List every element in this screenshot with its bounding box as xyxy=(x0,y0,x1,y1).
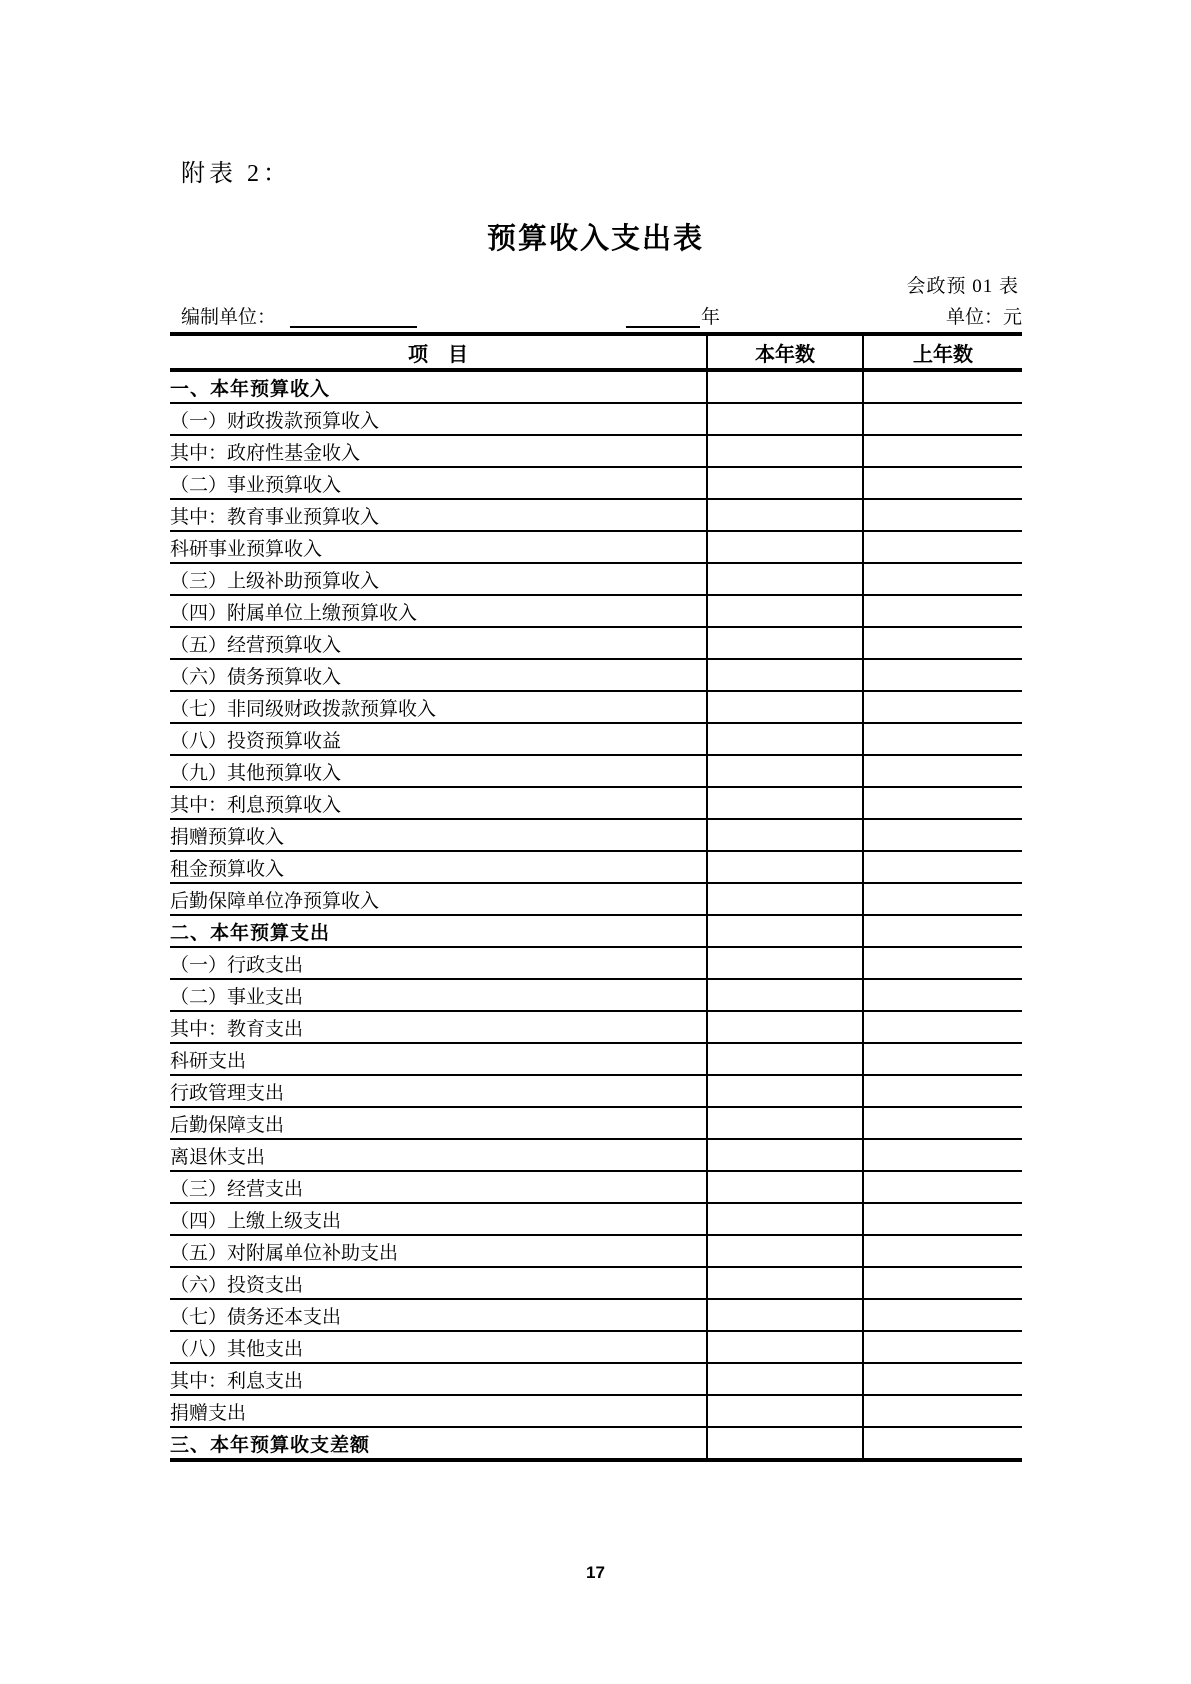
col-header-current-year: 本年数 xyxy=(707,334,863,370)
current-year-cell xyxy=(707,691,863,723)
table-row xyxy=(170,403,1022,435)
col-header-prior-year: 上年数 xyxy=(863,334,1022,370)
table-row xyxy=(170,499,1022,531)
year-blank-line xyxy=(626,304,700,328)
table-row xyxy=(170,595,1022,627)
table-row xyxy=(170,1235,1022,1267)
table-row xyxy=(170,787,1022,819)
table-body xyxy=(170,370,1022,1460)
item-cell: （四）上缴上级支出 xyxy=(170,1203,707,1235)
table-row xyxy=(170,1011,1022,1043)
current-year-cell xyxy=(707,1171,863,1203)
item-cell: 其中：利息支出 xyxy=(170,1363,707,1395)
prior-year-cell xyxy=(863,1011,1022,1043)
prior-year-cell xyxy=(863,595,1022,627)
current-year-cell xyxy=(707,1011,863,1043)
prior-year-cell xyxy=(863,370,1022,403)
prior-year-cell xyxy=(863,915,1022,947)
item-cell: （二）事业支出 xyxy=(170,979,707,1011)
item-cell: 其中：教育事业预算收入 xyxy=(170,499,707,531)
prior-year-cell xyxy=(863,1331,1022,1363)
prior-year-cell xyxy=(863,467,1022,499)
current-year-cell xyxy=(707,1427,863,1460)
current-year-cell xyxy=(707,1043,863,1075)
page-title: 预算收入支出表 xyxy=(486,223,704,255)
table-header xyxy=(170,334,1022,370)
current-year-cell xyxy=(707,883,863,915)
item-cell: 三、本年预算收支差额 xyxy=(170,1427,707,1460)
prior-year-cell xyxy=(863,1139,1022,1171)
prior-year-cell xyxy=(863,435,1022,467)
prior-year-cell xyxy=(863,851,1022,883)
table-row xyxy=(170,755,1022,787)
prior-year-cell xyxy=(863,787,1022,819)
prior-year-cell xyxy=(863,1203,1022,1235)
item-cell: （七）非同级财政拨款预算收入 xyxy=(170,691,707,723)
prior-year-cell xyxy=(863,563,1022,595)
prior-year-cell xyxy=(863,403,1022,435)
item-cell: 租金预算收入 xyxy=(170,851,707,883)
current-year-cell xyxy=(707,755,863,787)
item-cell: （一）财政拨款预算收入 xyxy=(170,403,707,435)
prior-year-cell xyxy=(863,819,1022,851)
current-year-cell xyxy=(707,1107,863,1139)
table-row xyxy=(170,467,1022,499)
item-cell: （九）其他预算收入 xyxy=(170,755,707,787)
table-row xyxy=(170,883,1022,915)
prior-year-cell xyxy=(863,979,1022,1011)
prior-year-cell xyxy=(863,659,1022,691)
item-cell: （五）经营预算收入 xyxy=(170,627,707,659)
table-row xyxy=(170,691,1022,723)
current-year-cell xyxy=(707,531,863,563)
current-year-cell xyxy=(707,1267,863,1299)
current-year-cell xyxy=(707,1139,863,1171)
item-cell: （二）事业预算收入 xyxy=(170,467,707,499)
prior-year-cell xyxy=(863,1107,1022,1139)
header-row xyxy=(170,334,1022,370)
item-cell: 行政管理支出 xyxy=(170,1075,707,1107)
prior-year-cell xyxy=(863,947,1022,979)
current-year-cell xyxy=(707,403,863,435)
table-row xyxy=(170,1395,1022,1427)
prior-year-cell xyxy=(863,691,1022,723)
current-year-cell xyxy=(707,1235,863,1267)
table-row xyxy=(170,1203,1022,1235)
item-cell: （四）附属单位上缴预算收入 xyxy=(170,595,707,627)
prior-year-cell xyxy=(863,1267,1022,1299)
item-cell: 二、本年预算支出 xyxy=(170,915,707,947)
table-row xyxy=(170,1043,1022,1075)
current-year-cell xyxy=(707,915,863,947)
item-cell: 其中：利息预算收入 xyxy=(170,787,707,819)
table-row xyxy=(170,531,1022,563)
prior-year-cell xyxy=(863,1427,1022,1460)
table-row xyxy=(170,370,1022,403)
table-row xyxy=(170,1139,1022,1171)
current-year-cell xyxy=(707,947,863,979)
table-row xyxy=(170,1107,1022,1139)
current-year-cell xyxy=(707,435,863,467)
prior-year-cell xyxy=(863,883,1022,915)
table-row xyxy=(170,947,1022,979)
item-cell: （八）投资预算收益 xyxy=(170,723,707,755)
table-row xyxy=(170,1299,1022,1331)
item-cell: 科研事业预算收入 xyxy=(170,531,707,563)
table-row xyxy=(170,819,1022,851)
table-row xyxy=(170,1427,1022,1460)
current-year-cell xyxy=(707,659,863,691)
item-cell: （三）上级补助预算收入 xyxy=(170,563,707,595)
current-year-cell xyxy=(707,1075,863,1107)
item-cell: 科研支出 xyxy=(170,1043,707,1075)
appendix-label: 附表 2： xyxy=(181,161,291,187)
table-row xyxy=(170,1075,1022,1107)
budget-table xyxy=(170,332,1022,1462)
prepared-by-label: 编制单位： xyxy=(181,307,277,328)
prior-year-cell xyxy=(863,1235,1022,1267)
current-year-cell xyxy=(707,787,863,819)
item-cell: （六）投资支出 xyxy=(170,1267,707,1299)
current-year-cell xyxy=(707,595,863,627)
item-cell: 后勤保障支出 xyxy=(170,1107,707,1139)
table-row xyxy=(170,659,1022,691)
item-cell: 离退休支出 xyxy=(170,1139,707,1171)
current-year-cell xyxy=(707,851,863,883)
current-year-cell xyxy=(707,1363,863,1395)
prior-year-cell xyxy=(863,1299,1022,1331)
current-year-cell xyxy=(707,370,863,403)
table-row xyxy=(170,563,1022,595)
prior-year-cell xyxy=(863,723,1022,755)
prior-year-cell xyxy=(863,627,1022,659)
current-year-cell xyxy=(707,1299,863,1331)
col-header-item: 项 目 xyxy=(170,334,707,370)
current-year-cell xyxy=(707,1395,863,1427)
table-row xyxy=(170,723,1022,755)
item-cell: （八）其他支出 xyxy=(170,1331,707,1363)
item-cell: （三）经营支出 xyxy=(170,1171,707,1203)
current-year-cell xyxy=(707,499,863,531)
prior-year-cell xyxy=(863,499,1022,531)
item-cell: （六）债务预算收入 xyxy=(170,659,707,691)
item-cell: 捐赠预算收入 xyxy=(170,819,707,851)
current-year-cell xyxy=(707,563,863,595)
table-row xyxy=(170,435,1022,467)
prepared-by-blank-line xyxy=(290,304,417,328)
prior-year-cell xyxy=(863,1075,1022,1107)
table-row xyxy=(170,1171,1022,1203)
item-cell: 其中：政府性基金收入 xyxy=(170,435,707,467)
item-cell: 一、本年预算收入 xyxy=(170,370,707,403)
table-row xyxy=(170,1363,1022,1395)
table-row xyxy=(170,979,1022,1011)
prior-year-cell xyxy=(863,1395,1022,1427)
item-cell: （一）行政支出 xyxy=(170,947,707,979)
table-row xyxy=(170,851,1022,883)
current-year-cell xyxy=(707,979,863,1011)
prior-year-cell xyxy=(863,1043,1022,1075)
current-year-cell xyxy=(707,819,863,851)
item-cell: 捐赠支出 xyxy=(170,1395,707,1427)
year-suffix-label: 年 xyxy=(701,307,721,328)
prior-year-cell xyxy=(863,755,1022,787)
item-cell: 后勤保障单位净预算收入 xyxy=(170,883,707,915)
item-cell: （五）对附属单位补助支出 xyxy=(170,1235,707,1267)
prior-year-cell xyxy=(863,1171,1022,1203)
table-row xyxy=(170,1267,1022,1299)
table-row xyxy=(170,1331,1022,1363)
item-cell: 其中：教育支出 xyxy=(170,1011,707,1043)
table-row xyxy=(170,915,1022,947)
table-row xyxy=(170,627,1022,659)
current-year-cell xyxy=(707,627,863,659)
current-year-cell xyxy=(707,1331,863,1363)
unit-of-measure-label: 单位：元 xyxy=(945,307,1022,328)
form-code-label: 会政预 01 表 xyxy=(906,276,1019,297)
page-number: 17 xyxy=(586,1563,605,1582)
prior-year-cell xyxy=(863,1363,1022,1395)
prior-year-cell xyxy=(863,531,1022,563)
current-year-cell xyxy=(707,723,863,755)
current-year-cell xyxy=(707,467,863,499)
current-year-cell xyxy=(707,1203,863,1235)
item-cell: （七）债务还本支出 xyxy=(170,1299,707,1331)
